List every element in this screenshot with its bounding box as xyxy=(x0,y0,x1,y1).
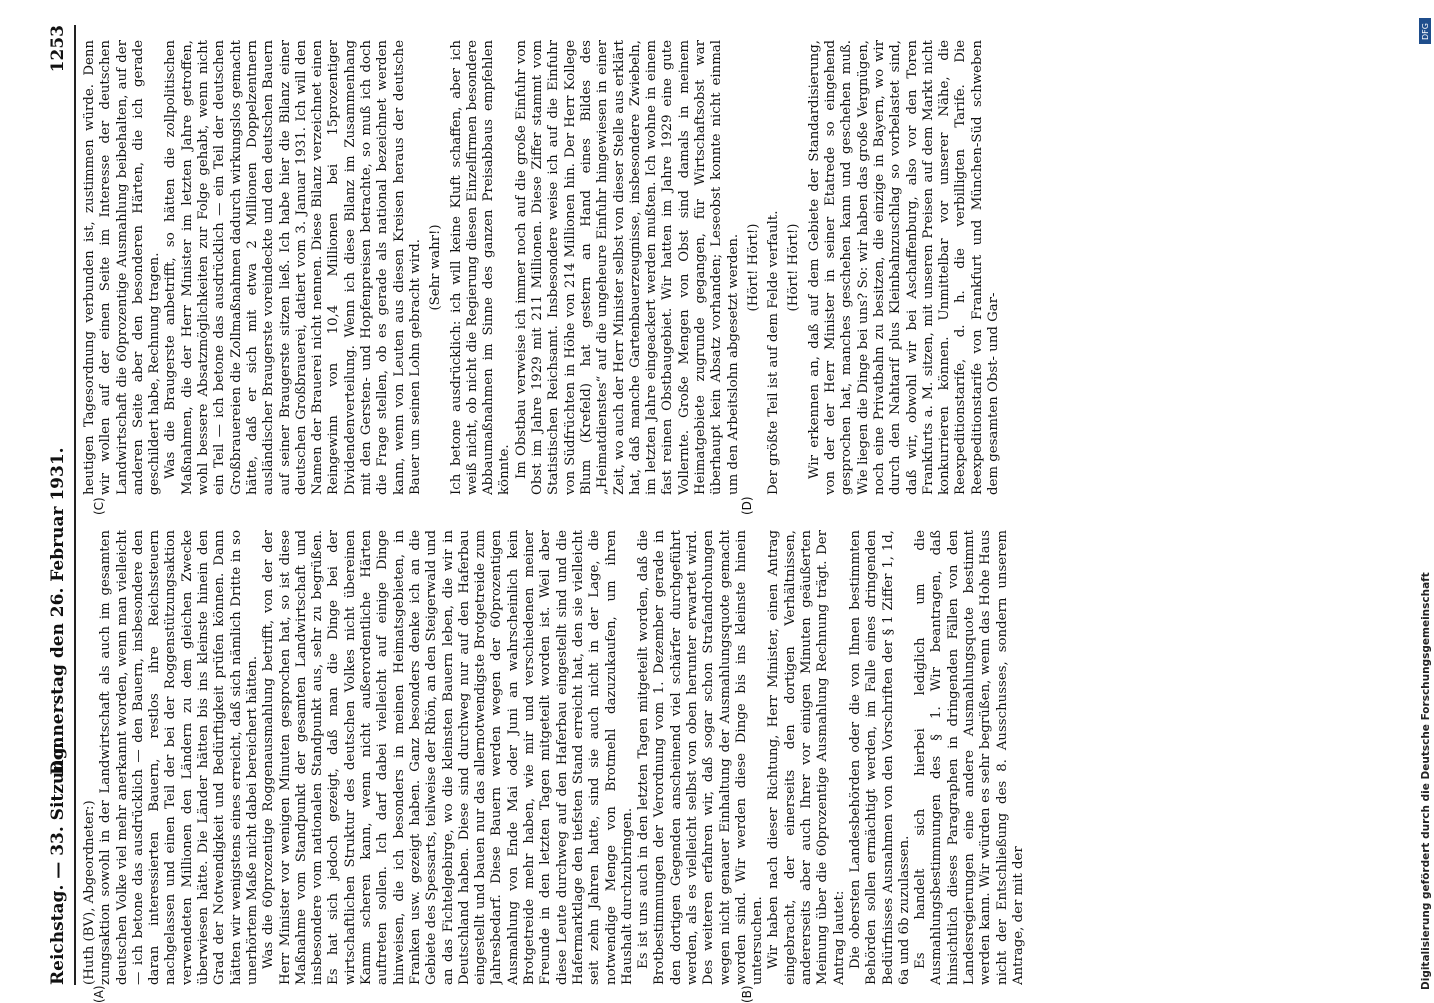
page-number: 1253 xyxy=(48,25,68,73)
paragraph: Der größte Teil ist auf dem Felde verfault. xyxy=(766,210,782,495)
speaker-head: (Huth (BV), Abgeordneter:) xyxy=(82,800,97,985)
paragraph: Es handelt sich hierbei lediglich um die Ausmahlungsbestimmungen des § 1. Wir beantragen, daß hinsichtlich dieses Paragraphen in dringenden Fällen von den Landesregierungen eine andere Ausmahlungsquote bestimmt werden kann. Wir würden es sehr begrüßen, wenn das Hohe Haus nicht der Entschließung des 8. Ausschusses, sondern unserem Antrage, der mit der xyxy=(913,530,1026,985)
column-right xyxy=(82,40,1402,495)
header-rule xyxy=(74,25,76,985)
paragraph: Es ist uns auch in den letzten Tagen mitgeteilt worden, daß die Brotbestimmungen der Verordnung vom 1. Dezember gerade in den dortigen Gegenden anscheinend viel schärfer durchgeführt werden, als es vielleicht selbst von oben herunter erwartet wird. Des weiteren erfahren wir, daß sogar schon Strafandrohungen wegen nicht genauer Einhaltung der Ausmahlungsquote gemacht worden sind. Wir werden diese Dinge bis ins kleinste hinein untersuchen. xyxy=(636,530,766,985)
paragraph: Im Obstbau verweise ich immer noch auf die große Einfuhr von Obst im Jahre 1929 mit 211 Millionen. Diese Ziffer stammt vom Statistischen Reichsamt. Insbesondere weise ich auf die Einfuhr von Südfrüchten in Höhe von 214 Millionen hin. Der Herr Kollege Blum (Krefeld) hat gestern an Hand eines Bildes des „Heimatdienstes“ auf die ungeheure Einfuhr hingewiesen in einer Zeit, wo auch der Herr Minister selbst von dieser Stelle aus erklärt hat, daß manche Gartenbauerzeugnisse, insbesondere Zwiebeln, im letzten Jahre eingeackert werden mußten. Ich wohne in einem fast reinen Obstbaugebiet. Wir hatten im Jahre 1929 eine gute Vollernte. Große Mengen von Obst sind damals in meinem Heimatgebiete zugrunde gegangen, für Wirtschaftsobst war überhaupt kein Absatz vorhanden; Leseobst konnte nicht einmal um den Arbeitslohn abgesetzt werden. xyxy=(513,40,741,495)
paragraph: Was die 60prozentige Roggenausmahlung betrifft, von der der Herr Minister vor wenigen Minuten gesprochen hat, so ist diese Maßnahme vom Standpunkt der gesamten Landwirtschaft und insbesondere vom nationalen Standpunkt aus, sehr zu begrüßen. Es hat sich jedoch gezeigt, daß man die Dinge bei der wirtschaftlichen Struktur des deutschen Volkes nicht übereinen Kamm scheren kann, wenn nicht außerordentliche Härten auftreten sollen. Ich darf dabei vielleicht auf einige Dinge hinweisen, die ich besonders in meinen Heimatsgebieten, in Franken usw. gezeigt haben. Ganz besonders denke ich an die Gebiete des Spessarts, teilweise der Rhön, an den Steigerwald und an das Fichtelgebirge, wo die kleinsten Bauern leben, die wir in Deutschland haben. Diese sind durchweg nur auf den Haferbau eingestellt und bauen nur das allernotwendigste Brotgetreide zum Jahresbedarf. Diese Bauern werden wegen der 60prozentigen Ausmahlung von Ende Mai oder Juni an wahrscheinlich kein Brotgetreide mehr haben, wie mir und verschiedenen meiner Freunde in den letzten Tagen mitgeteilt worden ist. Weil aber diese Leute durchweg auf den Haferbau eingestellt sind und die Hafermarktlage den tiefsten Stand erreicht hat, den sie vielleicht seit zehn Jahren hatte, sind sie auch nicht in der Lage, die notwendige Menge von Brotmehl dazuzukaufen, um ihren Haushalt durchzubringen. xyxy=(261,530,635,985)
dfg-logo-text: DFG xyxy=(1420,22,1430,40)
dfg-logo xyxy=(1419,18,1431,44)
paragraph: Was die Braugerste anbetrifft, so hätten die zollpolitischen Maßnahmen, die der Herr Minister im letzten Jahre getroffen, wohl bessere Absatzmöglichkeiten zur Folge gehabt, wenn nicht ein Teil — ich betone das ausdrücklich — ein Teil der deutschen Großbrauereien die Zollmaßnahmen dadurch wirkungslos gemacht hätte, daß er sich mit etwa 2 Millionen Doppelzentnern ausländischer Braugerste voreindeckte und den deutschen Bauern auf seiner Braugerste sitzen ließ. Ich habe hier die Bilanz einer deutschen Großbrauerei, datiert vom 3. Januar 1931. Ich will den Namen der Brauerei nicht nennen. Diese Bilanz verzeichnet einen Reingewinn von 10,4 Millionen bei 15prozentiger Dividendenverteilung. Wenn ich diese Bilanz im Zusammenhang mit den Gersten- und Hopfenpreisen betrachte, so muß ich doch die Frage stellen, ob es gerade als national bezeichnet werden kann, wenn von Leuten aus diesen Kreisen heraus der deutsche Bauer um seinen Lohn gebracht wird. xyxy=(163,40,423,495)
interjection: (Sehr wahr!) xyxy=(428,224,444,311)
margin-marker-d: (D) xyxy=(740,496,754,515)
digitization-note: Digitalisierung gefördert durch die Deutsche Forschungsgemeinschaft xyxy=(1420,572,1432,990)
paragraph: heutigen Tagesordnung verbunden ist, zustimmen würde. Denn wir wollen auf der einen Seite im Interesse der deutschen Landwirtschaft die 60prozentige Ausmahlung beibehalten, auf der anderen Seite aber den besonderen Härten, die ich gerade geschildert habe, Rechnung tragen. xyxy=(82,40,163,495)
paragraph: Die obersten Landesbehörden oder die von Ihnen bestimmten Behörden sollen ermächtigt werden, im Falle eines dringenden Bedürfnisses Ausnahmen von den Vorschriften der § 1 Ziffer 1, 1d, 6a und 6b zuzulassen. xyxy=(847,530,912,985)
interjection: (Hört! Hört!) xyxy=(745,223,761,312)
paragraph: Wir erkennen an, daß auf dem Gebiete der Standardisierung, von der der Herr Minister in seiner Etatrede so eingehend gesprochen hat, manches geschehen kann und geschehen muß. Wie liegen die Dinge bei uns? So: wir haben das große Vergnügen, noch eine Privatbahn zu besitzen, die einzige in Bayern, wo wir durch den Nahtarif plus Kleinbahnzuschlag so vorbelastet sind, daß wir, obwohl wir bei Aschaffenburg, also vor den Toren Frankfurts a. M. sitzen, mit unseren Preisen auf dem Markt nicht konkurrieren können. Unmittelbar vor unserer Nähe, die Reexpeditionstarife, d. h. die verbilligten Tarife. Die Reexpeditionstarife von Frankfurt und München-Süd schweben dem gesamten Obst- und Gar- xyxy=(806,40,1002,495)
paragraph: zungsaktion sowohl in der Landwirtschaft als auch im gesamten deutschen Volke viel mehr anerkannt worden, wenn man vielleicht — ich betone das ausdrücklich — den Bauern, insbesondere den daran interessierten Bauern, restlos ihre Reichssteuern nachgelassen und einen Teil der bei der Roggenstützungsaktion verwendeten Millionen den Ländern zu dem gleichen Zwecke überwiesen hätte. Die Länder hätten bis ins kleinste hinein den Grad der Notwendigkeit und Bedürftigkeit prüfen können. Dann hätten wir wenigstens eines erreicht, daß sich nämlich Dritte in so unerhörtem Maße nicht dabei bereichert hätten. xyxy=(98,530,260,985)
margin-marker-b: (B) xyxy=(740,985,754,1003)
margin-marker-c: (C) xyxy=(92,497,106,515)
margin-marker-a: (A) xyxy=(92,985,106,1003)
header-date: Donnerstag den 26. Februar 1931. xyxy=(48,447,68,775)
header-left: Reichstag. — 33. Sitzung. xyxy=(48,741,68,985)
column-left xyxy=(82,530,1402,985)
scanned-page xyxy=(40,25,1420,1003)
paragraph: Wir haben nach dieser Richtung, Herr Minister, einen Antrag eingebracht, der einerseits den dortigen Verhältnissen, andererseits aber auch Ihrer vor einigen Minuten geäußerten Meinung über die 60prozentige Ausmahlung Rechnung trägt. Der Antrag lautet: xyxy=(766,530,847,985)
interjection: (Hört! Hört!) xyxy=(786,223,802,312)
paragraph: Ich betone ausdrücklich: ich will keine Kluft schaffen, aber ich weiß nicht, ob nicht die Regierung diesen Einzelfirmen besondere Abbaumaßnahmen im Sinne des ganzen Preisabbaus empfehlen könnte. xyxy=(448,40,513,495)
